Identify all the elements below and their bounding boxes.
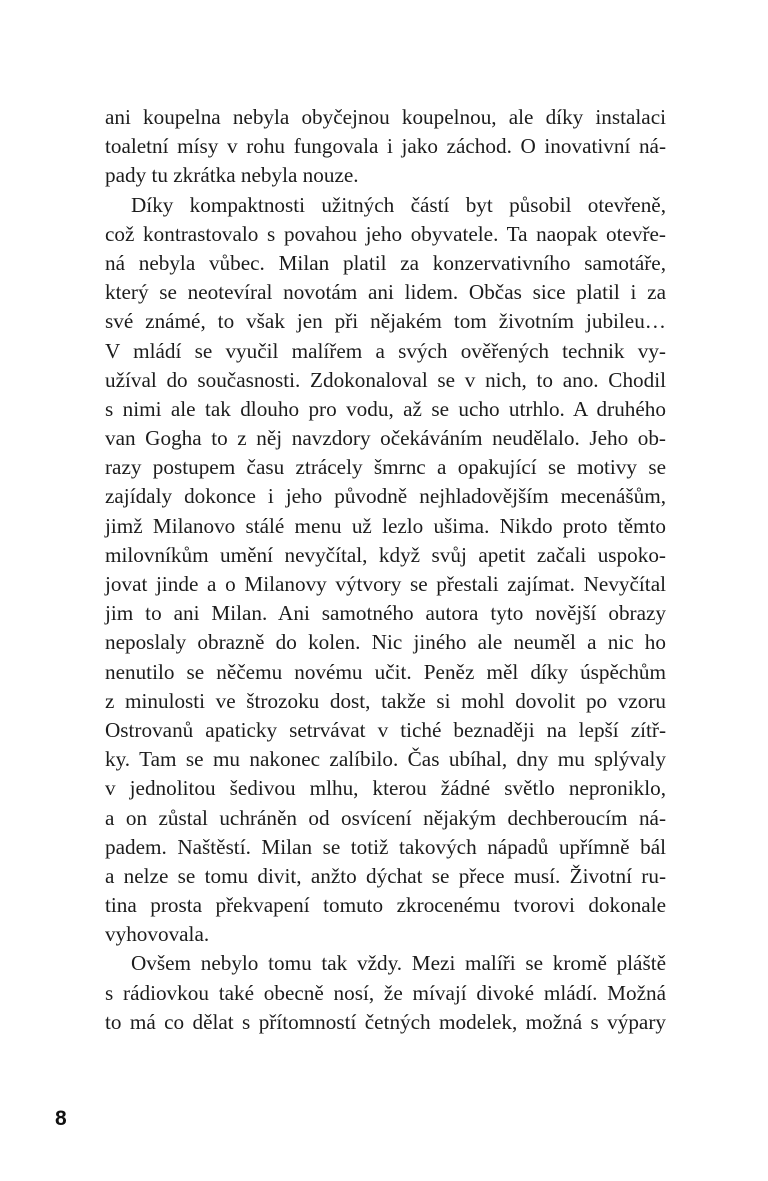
body-text [105,103,666,1037]
text-line: s rádiovkou také obecně nosí, že mívají divoké mládí. Možná [105,980,666,1005]
paragraph [105,103,666,191]
page-number: 8 [55,1107,67,1130]
text-line: v jednolitou šedivou mlhu, kterou žádné světlo neproniklo, [105,776,666,801]
text-line: padem. Naštěstí. Milan se totiž takových nápadů upřímně bál [105,834,666,859]
text-line: V mládí se vyučil malířem a svých ověřených technik vy- [105,338,666,363]
text-line: a on zůstal uchráněn od osvícení nějakým dechberoucím ná- [105,805,666,830]
text-line: z minulosti ve štrozoku dost, takže si mohl dovolit po vzoru [105,688,666,713]
text-line: milovníkům umění nevyčítal, když svůj apetit začali uspoko- [105,542,666,567]
text-line: neposlaly obrazně do kolen. Nic jiného ale neuměl a nic ho [105,630,666,655]
text-line: toaletní mísy v rohu fungovala i jako záchod. O inovativní ná- [105,134,666,159]
text-line: vyhovovala. [105,922,210,947]
text-line: ná nebyla vůbec. Milan platil za konzervativního samotáře, [105,250,666,275]
text-line: ky. Tam se mu nakonec zalíbilo. Čas ubíhal, dny mu splývaly [105,747,666,772]
text-line: ani koupelna nebyla obyčejnou koupelnou, ale díky instalaci [105,105,666,129]
text-line: a nelze se tomu divit, anžto dýchat se přece musí. Životní ru- [105,863,666,888]
text-line: van Gogha to z něj navzdory očekáváním neudělalo. Jeho ob- [105,426,666,451]
text-line: tina prosta překvapení tomuto zkrocenému tvorovi dokonale [105,893,666,918]
text-line: to má co dělat s přítomností četných modelek, možná s výpary [105,1009,666,1034]
text-line: užíval do současnosti. Zdokonaloval se v nich, to ano. Chodil [105,367,666,392]
text-line: zajídaly dokonce i jeho původně nejhladovějším mecenášům, [105,484,666,509]
text-line: Díky kompaktnosti užitných částí byt působil otevřeně, [131,192,666,217]
text-line: jimž Milanovo stálé menu už lezlo ušima. Nikdo proto těmto [105,513,666,538]
text-line: jim to ani Milan. Ani samotného autora tyto novější obrazy [105,601,666,626]
text-line: nenutilo se něčemu novému učit. Peněz měl díky úspěchům [105,659,666,684]
text-line: s nimi ale tak dlouho pro vodu, až se ucho utrhlo. A druhého [105,396,666,421]
text-line: pady tu zkrátka nebyla nouze. [105,163,359,188]
text-line: Ostrovanů apaticky setrvávat v tiché beznaději na lepší zítř- [105,717,666,742]
text-line: který se neotevíral novotám ani lidem. Občas sice platil i za [105,280,666,305]
text-line: razy postupem času ztrácely šmrnc a opakující se motivy se [105,455,666,480]
paragraph [105,191,666,950]
paragraph [105,949,666,1037]
text-line: své známé, to však jen při nějakém tom životním jubileu… [105,309,666,334]
text-line: což kontrastovalo s povahou jeho obyvatele. Ta naopak otevře- [105,221,666,246]
text-line: jovat jinde a o Milanovy výtvory se přestali zajímat. Nevyčítal [105,572,666,596]
text-line: Ovšem nebylo tomu tak vždy. Mezi malíři se kromě pláště [131,951,666,976]
